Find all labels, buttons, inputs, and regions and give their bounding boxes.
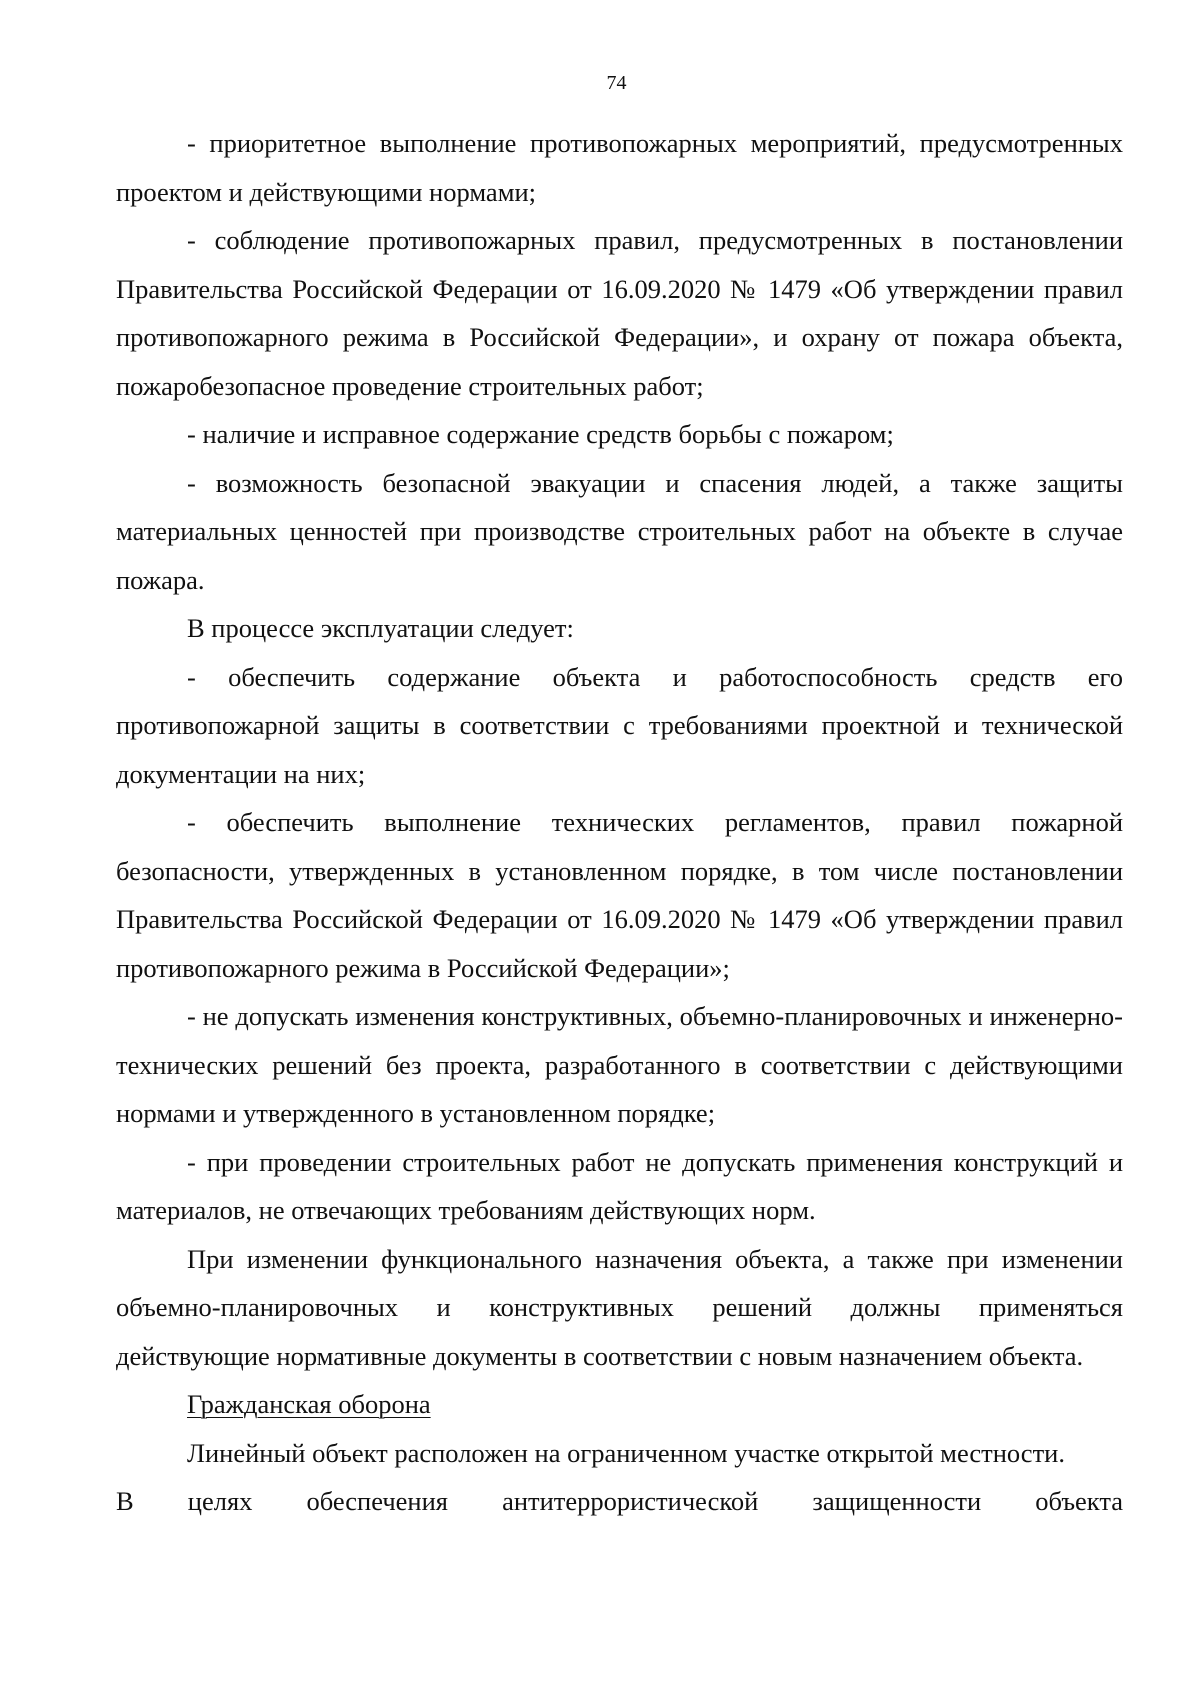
paragraph: Линейный объект расположен на ограниченном участке открытой местности. bbox=[187, 1437, 1065, 1468]
paragraph: При изменении функционального назначения объекта, а также при изменении объемно-планировочных и конструктивных решений должны применяться действующие нормативные документы в соответствии с новым назначением объекта. bbox=[116, 1243, 1123, 1371]
paragraph: - обеспечить содержание объекта и работоспособность средств его противопожарной защиты в соответствии с требованиями проектной и технической документации на них; bbox=[116, 661, 1123, 789]
paragraph: - соблюдение противопожарных правил, предусмотренных в постановлении Правительства Российской Федерации от 16.09.2020 № 1479 «Об утверждении правил противопожарного режима в Российской Федерации», и охрану от пожара объекта, пожаробезопасное проведение строительных работ; bbox=[116, 225, 1123, 401]
paragraph: - приоритетное выполнение противопожарных мероприятий, предусмотренных проектом и действующими нормами; bbox=[116, 128, 1123, 207]
paragraph: В процессе эксплуатации следует: bbox=[187, 613, 574, 643]
paragraph: - возможность безопасной эвакуации и спасения людей, а также защиты материальных ценностей при производстве строительных работ на объекте в случае пожара. bbox=[116, 467, 1123, 595]
paragraph: - наличие и исправное содержание средств борьбы с пожаром; bbox=[187, 419, 894, 449]
section-heading: Гражданская оборона bbox=[187, 1389, 431, 1419]
page-number: 74 bbox=[606, 72, 627, 94]
section-heading-line bbox=[116, 1380, 1123, 1429]
document-body bbox=[116, 119, 1123, 1526]
paragraph: В целях обеспечения антитеррористической защищенности объекта bbox=[116, 1486, 1123, 1516]
paragraph: - обеспечить выполнение технических регламентов, правил пожарной безопасности, утвержденных в установленном порядке, в том числе постановлении Правительства Российской Федерации от 16.09.2020 № 1479 «Об утверждении правил противопожарного режима в Российской Федерации»; bbox=[116, 807, 1123, 983]
paragraph: - при проведении строительных работ не допускать применения конструкций и материалов, не отвечающих требованиям действующих норм. bbox=[116, 1146, 1123, 1225]
paragraph: - не допускать изменения конструктивных, объемно-планировочных и инженерно-технических решений без проекта, разработанного в соответствии с действующими нормами и утвержденного в установленном порядке; bbox=[116, 1001, 1123, 1128]
